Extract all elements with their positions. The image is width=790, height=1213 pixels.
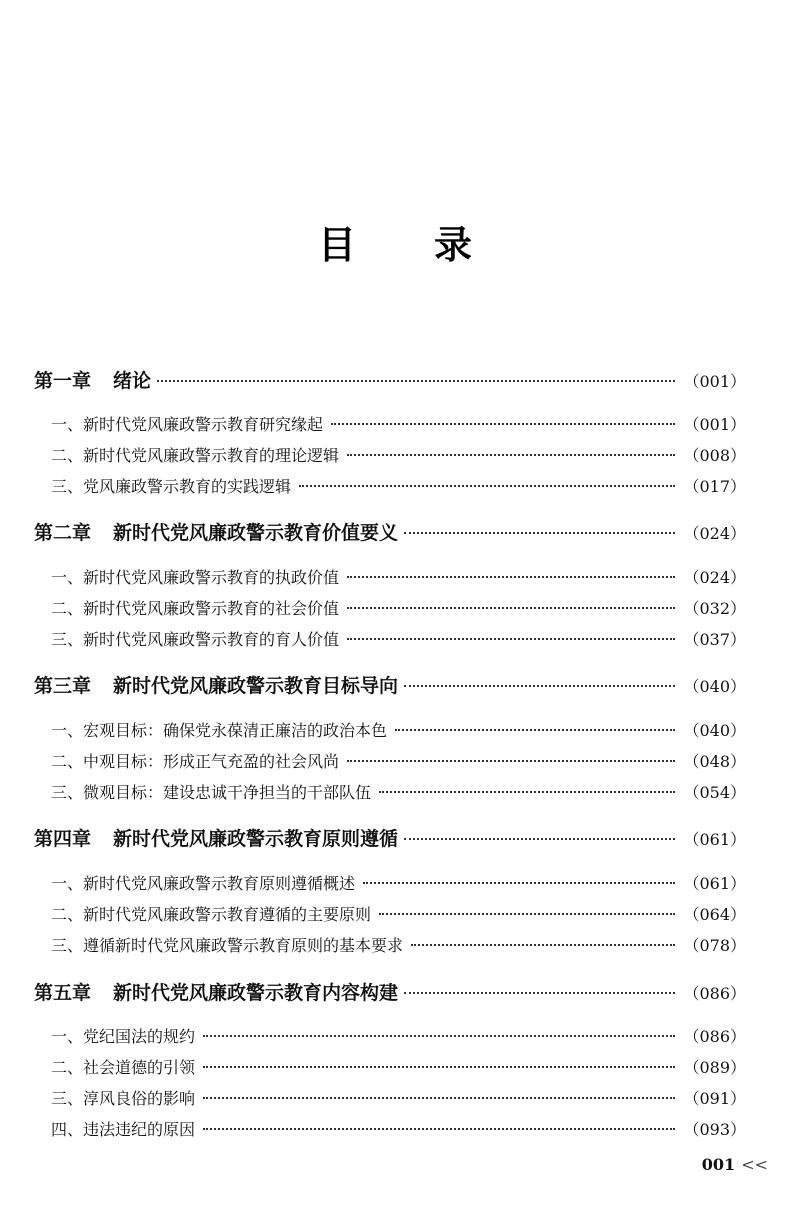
toc-section[interactable] bbox=[51, 1022, 746, 1052]
dot-leader bbox=[299, 484, 675, 487]
section-page: （024） bbox=[683, 568, 746, 587]
section-page: （017） bbox=[683, 477, 746, 496]
toc-chapter-4[interactable] bbox=[34, 824, 746, 854]
section-title: 一、新时代党风廉政警示教育原则遵循概述 bbox=[51, 874, 356, 893]
toc-section[interactable] bbox=[51, 1084, 746, 1114]
section-page: （093） bbox=[683, 1120, 746, 1139]
section-title: 一、新时代党风廉政警示教育研究缘起 bbox=[51, 415, 324, 434]
toc-section[interactable] bbox=[51, 716, 746, 746]
page-title bbox=[0, 214, 790, 269]
section-title: 三、新时代党风廉政警示教育的育人价值 bbox=[51, 630, 340, 649]
toc-chapter-1[interactable] bbox=[34, 366, 746, 396]
dot-leader bbox=[363, 881, 675, 884]
title-char-2: 录 bbox=[434, 223, 473, 267]
section-page: （061） bbox=[683, 874, 746, 893]
title-char-1: 目 bbox=[317, 223, 356, 267]
double-chevron-left-icon: << bbox=[741, 1155, 768, 1174]
dot-leader bbox=[379, 912, 675, 915]
section-page: （037） bbox=[683, 630, 746, 649]
chapter-page: （061） bbox=[683, 830, 746, 849]
toc-section[interactable] bbox=[51, 931, 746, 961]
section-title: 三、遵循新时代党风廉政警示教育原则的基本要求 bbox=[51, 936, 404, 955]
section-title: 二、新时代党风廉政警示教育遵循的主要原则 bbox=[51, 905, 372, 924]
section-title: 二、新时代党风廉政警示教育的社会价值 bbox=[51, 599, 340, 618]
toc-section[interactable] bbox=[51, 1115, 746, 1145]
dot-leader bbox=[395, 728, 675, 731]
toc-section[interactable] bbox=[51, 472, 746, 502]
section-title: 一、新时代党风廉政警示教育的执政价值 bbox=[51, 568, 340, 587]
section-title: 二、新时代党风廉政警示教育的理论逻辑 bbox=[51, 446, 340, 465]
toc-section[interactable] bbox=[51, 441, 746, 471]
chapter-page: （040） bbox=[683, 677, 746, 696]
chapter-title: 新时代党风廉政警示教育价值要义 bbox=[113, 522, 399, 544]
chapter-page: （024） bbox=[683, 524, 746, 543]
chapter-number: 第五章 bbox=[34, 982, 92, 1004]
dot-leader bbox=[404, 531, 675, 534]
section-page: （078） bbox=[683, 936, 746, 955]
dot-leader bbox=[404, 684, 675, 687]
section-title: 二、中观目标：形成正气充盈的社会风尚 bbox=[51, 752, 340, 771]
section-page: （054） bbox=[683, 783, 746, 802]
section-page: （032） bbox=[683, 599, 746, 618]
dot-leader bbox=[379, 790, 675, 793]
chapter-title: 新时代党风廉政警示教育目标导向 bbox=[113, 675, 399, 697]
page-number: 001 bbox=[701, 1155, 736, 1174]
section-title: 三、微观目标：建设忠诚干净担当的干部队伍 bbox=[51, 783, 372, 802]
toc-section[interactable] bbox=[51, 625, 746, 655]
section-title: 三、淳风良俗的影响 bbox=[51, 1089, 196, 1108]
dot-leader bbox=[331, 422, 675, 425]
chapter-number: 第四章 bbox=[34, 828, 92, 850]
section-title: 一、党纪国法的规约 bbox=[51, 1027, 196, 1046]
chapter-title: 绪论 bbox=[113, 370, 152, 392]
page-footer bbox=[702, 1155, 768, 1174]
toc-section[interactable] bbox=[51, 594, 746, 624]
toc-chapter-5[interactable] bbox=[34, 978, 746, 1008]
section-page: （091） bbox=[683, 1089, 746, 1108]
dot-leader bbox=[347, 637, 675, 640]
dot-leader bbox=[347, 606, 675, 609]
chapter-number: 第三章 bbox=[34, 675, 92, 697]
chapter-number: 第一章 bbox=[34, 370, 92, 392]
chapter-number: 第二章 bbox=[34, 522, 92, 544]
toc-section[interactable] bbox=[51, 1053, 746, 1083]
dot-leader bbox=[203, 1034, 675, 1037]
chapter-title: 新时代党风廉政警示教育原则遵循 bbox=[113, 828, 399, 850]
section-page: （064） bbox=[683, 905, 746, 924]
section-page: （008） bbox=[683, 446, 746, 465]
section-title: 二、社会道德的引领 bbox=[51, 1058, 196, 1077]
section-title: 三、党风廉政警示教育的实践逻辑 bbox=[51, 477, 292, 496]
dot-leader bbox=[347, 575, 675, 578]
toc-section[interactable] bbox=[51, 900, 746, 930]
toc-chapter-3[interactable] bbox=[34, 671, 746, 701]
dot-leader bbox=[347, 453, 675, 456]
section-page: （001） bbox=[683, 415, 746, 434]
chapter-page: （086） bbox=[683, 984, 746, 1003]
dot-leader bbox=[203, 1096, 675, 1099]
section-title: 四、违法违纪的原因 bbox=[51, 1120, 196, 1139]
section-page: （040） bbox=[683, 721, 746, 740]
dot-leader bbox=[203, 1127, 675, 1130]
dot-leader bbox=[157, 379, 675, 382]
toc-section[interactable] bbox=[51, 563, 746, 593]
toc-section[interactable] bbox=[51, 747, 746, 777]
dot-leader bbox=[404, 991, 675, 994]
section-page: （086） bbox=[683, 1027, 746, 1046]
toc-chapter-2[interactable] bbox=[34, 518, 746, 548]
dot-leader bbox=[411, 943, 675, 946]
section-title: 一、宏观目标：确保党永葆清正廉洁的政治本色 bbox=[51, 721, 388, 740]
toc-section[interactable] bbox=[51, 410, 746, 440]
section-page: （089） bbox=[683, 1058, 746, 1077]
section-page: （048） bbox=[683, 752, 746, 771]
dot-leader bbox=[203, 1065, 675, 1068]
toc-section[interactable] bbox=[51, 869, 746, 899]
dot-leader bbox=[404, 837, 675, 840]
chapter-title: 新时代党风廉政警示教育内容构建 bbox=[113, 982, 399, 1004]
dot-leader bbox=[347, 759, 675, 762]
toc-section[interactable] bbox=[51, 778, 746, 808]
chapter-page: （001） bbox=[683, 372, 746, 391]
